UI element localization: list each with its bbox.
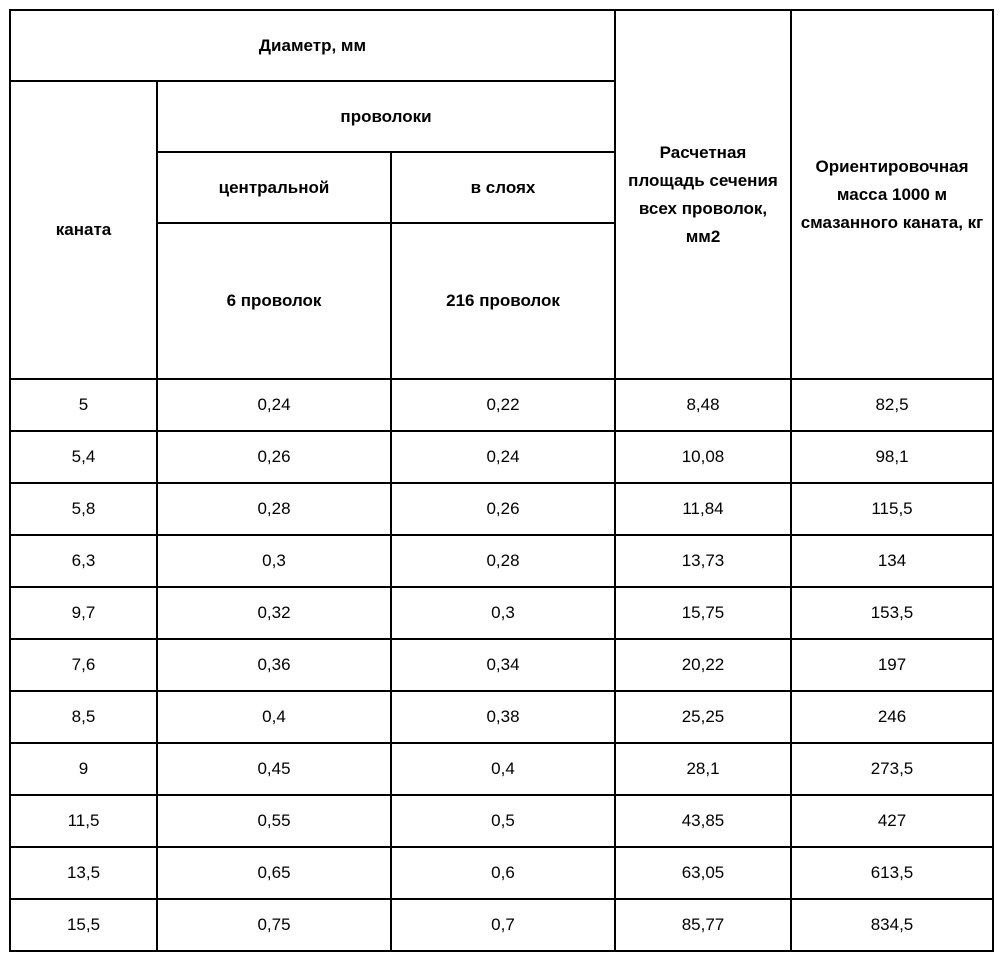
header-central: центральной: [157, 152, 391, 223]
cell-rope: 7,6: [10, 639, 157, 691]
table-row: [10, 639, 993, 691]
table-row: [10, 743, 993, 795]
cell-mass: 153,5: [791, 587, 993, 639]
cell-mass: 834,5: [791, 899, 993, 951]
cell-layers: 0,26: [391, 483, 615, 535]
cell-central: 0,32: [157, 587, 391, 639]
cell-rope: 13,5: [10, 847, 157, 899]
table-row: [10, 587, 993, 639]
cell-area: 8,48: [615, 379, 791, 431]
cell-mass: 115,5: [791, 483, 993, 535]
header-mass: [791, 10, 993, 379]
header-rope: каната: [10, 81, 157, 379]
cell-mass: 82,5: [791, 379, 993, 431]
cell-mass: 246: [791, 691, 993, 743]
header-diameter: Диаметр, мм: [10, 10, 615, 81]
cell-area: 43,85: [615, 795, 791, 847]
cell-area: 13,73: [615, 535, 791, 587]
cell-central: 0,65: [157, 847, 391, 899]
cell-rope: 9: [10, 743, 157, 795]
cell-area: 15,75: [615, 587, 791, 639]
table-row: [10, 379, 993, 431]
table-row: [10, 899, 993, 951]
cell-area: 85,77: [615, 899, 791, 951]
cell-central: 0,75: [157, 899, 391, 951]
cell-central: 0,36: [157, 639, 391, 691]
table-row: [10, 431, 993, 483]
header-layers: в слоях: [391, 152, 615, 223]
header-mass-text: Ориентировочная масса 1000 м смазанного каната, кг: [800, 156, 984, 232]
cell-central: 0,4: [157, 691, 391, 743]
table-body: [10, 379, 993, 951]
cell-layers: 0,4: [391, 743, 615, 795]
cell-layers: 0,3: [391, 587, 615, 639]
table-row: [10, 535, 993, 587]
cell-rope: 9,7: [10, 587, 157, 639]
header-area-text: Расчетная площадь сечения всех проволок, мм2: [628, 142, 778, 246]
rope-spec-table: [9, 9, 994, 952]
cell-rope: 8,5: [10, 691, 157, 743]
cell-rope: 11,5: [10, 795, 157, 847]
cell-rope: 6,3: [10, 535, 157, 587]
table-row: [10, 483, 993, 535]
table-header: [10, 10, 993, 379]
cell-central: 0,26: [157, 431, 391, 483]
cell-mass: 134: [791, 535, 993, 587]
cell-central: 0,45: [157, 743, 391, 795]
cell-rope: 5,4: [10, 431, 157, 483]
cell-area: 10,08: [615, 431, 791, 483]
cell-mass: 98,1: [791, 431, 993, 483]
cell-layers: 0,38: [391, 691, 615, 743]
cell-central: 0,55: [157, 795, 391, 847]
header-central-count: 6 проволок: [157, 223, 391, 379]
header-wires: проволоки: [157, 81, 615, 152]
cell-layers: 0,24: [391, 431, 615, 483]
cell-mass: 273,5: [791, 743, 993, 795]
cell-layers: 0,34: [391, 639, 615, 691]
cell-mass: 613,5: [791, 847, 993, 899]
header-layers-count: 216 проволок: [391, 223, 615, 379]
table-row: [10, 847, 993, 899]
cell-area: 63,05: [615, 847, 791, 899]
cell-area: 28,1: [615, 743, 791, 795]
cell-rope: 5: [10, 379, 157, 431]
cell-area: 11,84: [615, 483, 791, 535]
cell-layers: 0,28: [391, 535, 615, 587]
cell-central: 0,24: [157, 379, 391, 431]
cell-layers: 0,7: [391, 899, 615, 951]
table-row: [10, 795, 993, 847]
cell-central: 0,28: [157, 483, 391, 535]
cell-layers: 0,22: [391, 379, 615, 431]
table-row: [10, 691, 993, 743]
cell-layers: 0,6: [391, 847, 615, 899]
header-area: [615, 10, 791, 379]
cell-rope: 15,5: [10, 899, 157, 951]
cell-mass: 427: [791, 795, 993, 847]
cell-layers: 0,5: [391, 795, 615, 847]
cell-area: 25,25: [615, 691, 791, 743]
cell-rope: 5,8: [10, 483, 157, 535]
cell-area: 20,22: [615, 639, 791, 691]
cell-mass: 197: [791, 639, 993, 691]
cell-central: 0,3: [157, 535, 391, 587]
